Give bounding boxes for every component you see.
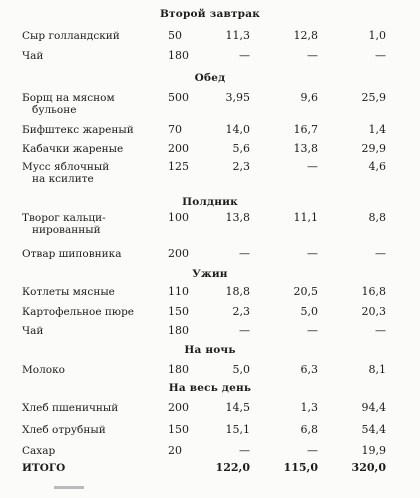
section-heading — [0, 268, 420, 284]
table-row — [0, 91, 420, 116]
portion-weight: 150 — [168, 424, 189, 436]
dish-name: Чай — [22, 50, 44, 62]
portion-weight: 125 — [168, 161, 189, 173]
page-footer-fragment — [54, 486, 84, 489]
protein-value: 18,8 — [225, 285, 250, 298]
protein-value: 2,3 — [232, 160, 250, 173]
portion-weight: 110 — [168, 286, 189, 298]
table-row — [0, 445, 420, 461]
table-row — [0, 124, 420, 140]
section-heading — [0, 72, 420, 88]
dish-name: Мусс яблочный — [22, 161, 110, 173]
fat-value: 13,8 — [293, 142, 318, 155]
portion-weight: 50 — [168, 30, 182, 42]
fat-value: 20,5 — [293, 285, 318, 298]
protein-value: 11,3 — [225, 29, 250, 42]
dish-name-continued: нированный — [32, 224, 101, 236]
section-title: На весь день — [168, 382, 252, 394]
carbs-value: 16,8 — [361, 285, 386, 298]
table-row — [0, 325, 420, 341]
fat-value: — — [307, 247, 318, 260]
total-protein: 122,0 — [215, 461, 250, 474]
table-row — [0, 306, 420, 322]
dish-name: Молоко — [22, 364, 65, 376]
portion-weight: 200 — [168, 143, 189, 155]
portion-weight: 200 — [168, 248, 189, 260]
table-row — [0, 248, 420, 264]
table-row — [0, 211, 420, 236]
section-title: На ночь — [184, 344, 236, 356]
dish-name: Чай — [22, 325, 44, 337]
fat-value: 6,8 — [300, 423, 318, 436]
dish-name: Кабачки жареные — [22, 143, 124, 155]
carbs-value: 8,1 — [368, 363, 386, 376]
protein-value: 3,95 — [225, 91, 250, 104]
portion-weight: 200 — [168, 402, 189, 414]
dish-name: Борщ на мясном — [22, 92, 115, 104]
fat-value: 11,1 — [293, 211, 318, 224]
protein-value: — — [239, 324, 250, 337]
protein-value: 15,1 — [225, 423, 250, 436]
portion-weight: 70 — [168, 124, 182, 136]
section-title: Ужин — [192, 268, 228, 280]
carbs-value: 8,8 — [368, 211, 386, 224]
total-carbs: 320,0 — [351, 461, 386, 474]
fat-value: 5,0 — [300, 305, 318, 318]
section-title: Обед — [194, 72, 226, 84]
carbs-value: 19,9 — [361, 444, 386, 457]
carbs-value: 94,4 — [361, 401, 386, 414]
carbs-value: 25,9 — [361, 91, 386, 104]
carbs-value: 20,3 — [361, 305, 386, 318]
portion-weight: 20 — [168, 445, 182, 457]
protein-value: — — [239, 444, 250, 457]
fat-value: 6,3 — [300, 363, 318, 376]
dish-name: Творог кальци- — [22, 212, 106, 224]
dish-name: Сыр голландский — [22, 30, 120, 42]
table-row — [0, 364, 420, 380]
carbs-value: 1,0 — [368, 29, 386, 42]
carbs-value: 29,9 — [361, 142, 386, 155]
fat-value: 9,6 — [300, 91, 318, 104]
protein-value: 5,6 — [232, 142, 250, 155]
portion-weight: 150 — [168, 306, 189, 318]
carbs-value: 54,4 — [361, 423, 386, 436]
fat-value: — — [307, 444, 318, 457]
protein-value: — — [239, 49, 250, 62]
dish-name: Бифштекс жареный — [22, 124, 134, 136]
table-row — [0, 143, 420, 159]
carbs-value: — — [375, 324, 386, 337]
dish-name: Отвар шиповника — [22, 248, 122, 260]
portion-weight: 180 — [168, 325, 189, 337]
total-row — [0, 462, 420, 478]
table-row — [0, 30, 420, 46]
section-heading — [0, 382, 420, 398]
carbs-value: — — [375, 49, 386, 62]
section-heading — [0, 344, 420, 360]
protein-value: 14,0 — [225, 123, 250, 136]
dish-name: Котлеты мясные — [22, 286, 115, 298]
fat-value: 1,3 — [300, 401, 318, 414]
fat-value: — — [307, 160, 318, 173]
protein-value: 14,5 — [225, 401, 250, 414]
protein-value: 5,0 — [232, 363, 250, 376]
carbs-value: 1,4 — [368, 123, 386, 136]
protein-value: 13,8 — [225, 211, 250, 224]
carbs-value: — — [375, 247, 386, 260]
carbs-value: 4,6 — [368, 160, 386, 173]
section-title: Второй завтрак — [159, 8, 260, 20]
dish-name: Сахар — [22, 445, 56, 457]
table-row — [0, 160, 420, 185]
fat-value: — — [307, 49, 318, 62]
portion-weight: 180 — [168, 364, 189, 376]
section-heading — [0, 8, 420, 24]
table-row — [0, 402, 420, 418]
dish-name: Хлеб пшеничный — [22, 402, 119, 414]
dish-name: Картофельное пюре — [22, 306, 135, 318]
protein-value: — — [239, 247, 250, 260]
fat-value: 12,8 — [293, 29, 318, 42]
dish-name-continued: бульоне — [32, 104, 77, 116]
portion-weight: 500 — [168, 92, 189, 104]
portion-weight: 100 — [168, 212, 189, 224]
table-row — [0, 50, 420, 66]
portion-weight: 180 — [168, 50, 189, 62]
section-title: Полдник — [182, 196, 238, 208]
total-label: ИТОГО — [22, 462, 66, 474]
table-row — [0, 286, 420, 302]
total-fat: 115,0 — [283, 461, 318, 474]
protein-value: 2,3 — [232, 305, 250, 318]
dish-name: Хлеб отрубный — [22, 424, 106, 436]
fat-value: 16,7 — [293, 123, 318, 136]
dish-name-continued: на ксилите — [32, 173, 94, 185]
table-row — [0, 424, 420, 440]
section-heading — [0, 196, 420, 212]
fat-value: — — [307, 324, 318, 337]
